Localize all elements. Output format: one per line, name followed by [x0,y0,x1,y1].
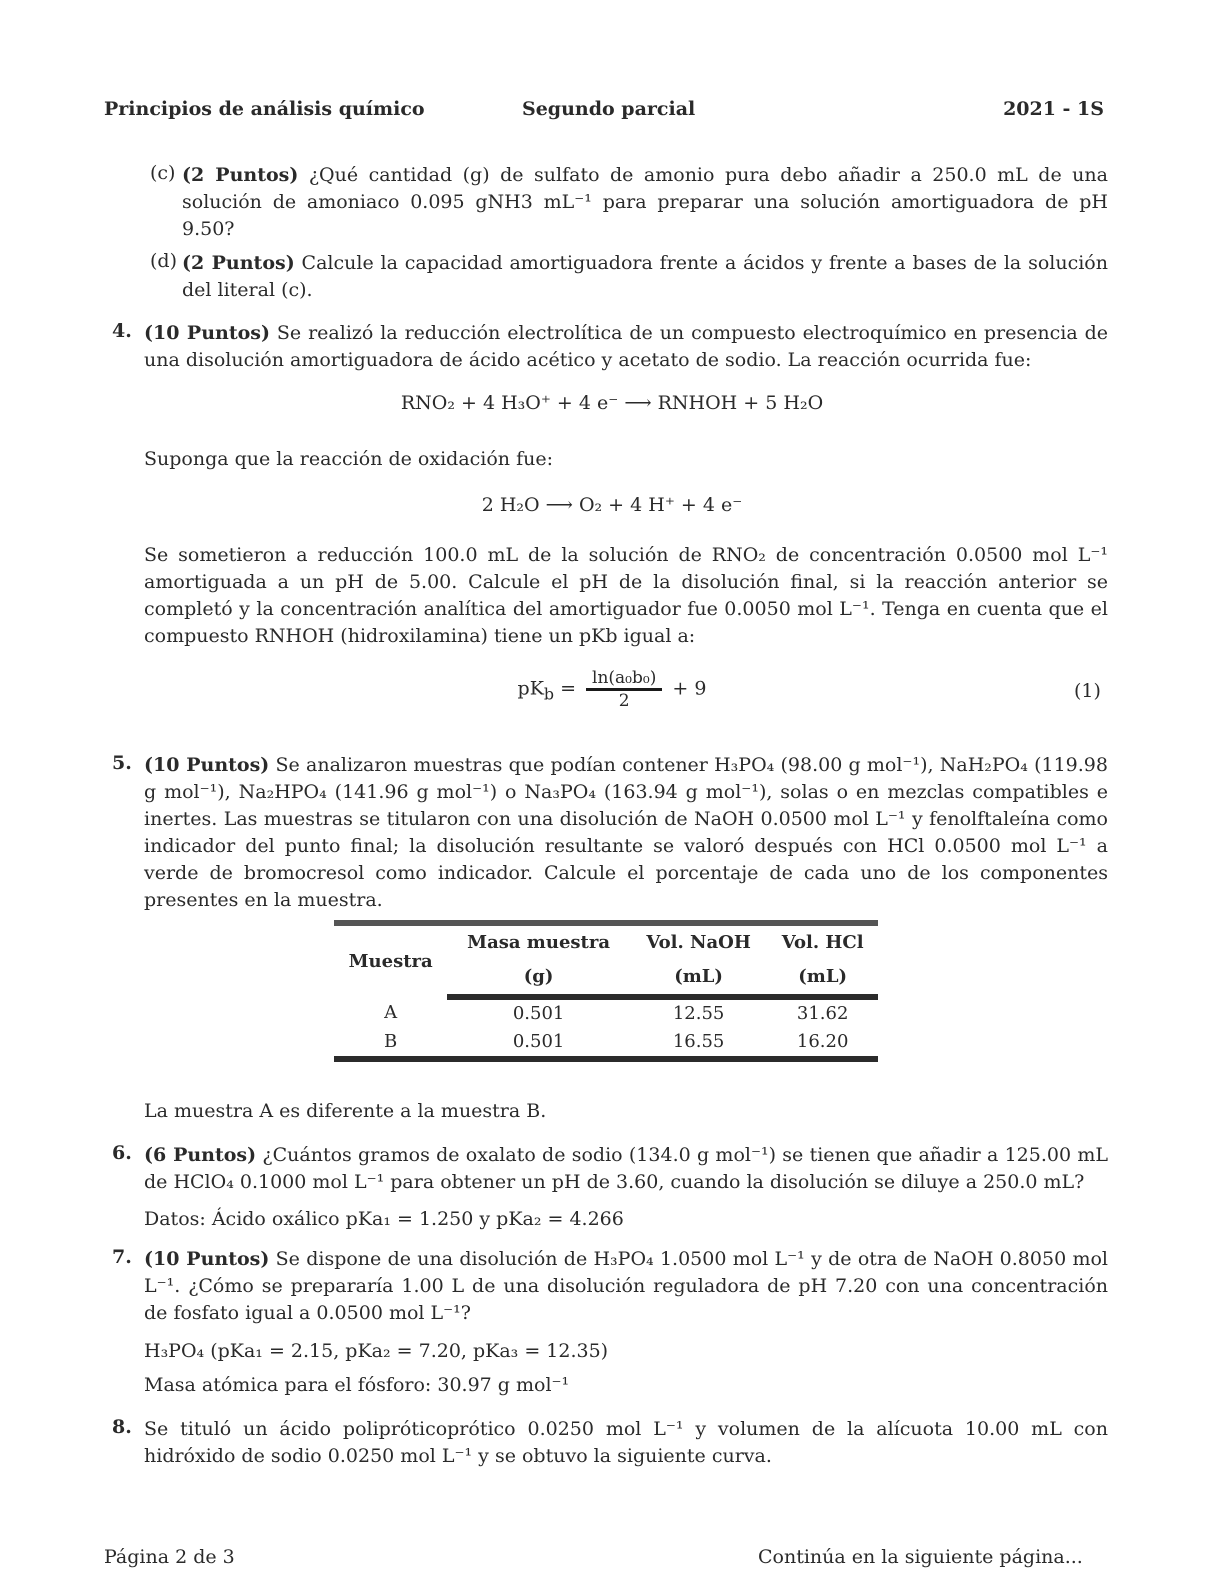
q5-number: 5. [112,752,132,774]
q4-intro-text: Se realizó la reducción electrolítica de un compuesto electroquímico en presencia de una disolución amortiguadora de ácido acético y acetato de sodio. La reacción ocurrida fue: [144,322,1108,371]
page-number: Página 2 de 3 [104,1546,235,1568]
cell-mass: 0.501 [512,1003,565,1024]
col-header-naoh: Vol. NaOH [630,923,767,960]
page-header [104,98,1104,126]
item-c-label: (c) [150,162,176,184]
equation-number: (1) [1074,680,1101,702]
item-d-label: (d) [150,250,177,272]
eq-lhs-sub: b [543,684,555,704]
exam-title: Segundo parcial [522,98,696,120]
q4-intro [144,320,1108,374]
pkb-equation: $pK_b$ = $\frac{\text{ln(a₀b₀)}}{2}$ + 9 [517,668,707,711]
col-unit-hcl: (mL) [767,960,878,997]
item-d [182,250,1108,304]
eq-frac-den: 2 [618,691,630,711]
q7-data-2: Masa atómica para el fósforo: 30.97 g mol⁻¹ [144,1374,570,1396]
q5-body: Se analizaron muestras que podían contener H₃PO₄ (98.00 g mol⁻¹), NaH₂PO₄ (119.98 g mol⁻¹), Na₂HPO₄ (141.96 g mol⁻¹) o Na₃PO₄ (163.94 g mol⁻¹), solas o en mezclas compatibles e inertes. Las muestras se titularon con una disolución de NaOH 0.0500 mol L⁻¹ y fenolftaleína como indicador del punto final; la disolución resultante se valoró después con HCl 0.0500 mol L⁻¹ a verde de bromocresol como indicador. Calcule el porcentaje de cada uno de los componentes presentes en la muestra. [144,754,1108,911]
q6-body: ¿Cuántos gramos de oxalato de sodio (134.0 g mol⁻¹) se tienen que añadir a 125.00 mL de HClO₄ 0.1000 mol L⁻¹ para obtener un pH de 3.60, cuando la disolución se diluye a 250.0 mL? [144,1144,1108,1193]
course-title: Principios de análisis químico [104,98,425,120]
q4-reaction: RNO₂ + 4 H₃O⁺ + 4 e⁻ ⟶ RNHOH + 5 H₂O [400,392,824,414]
col-unit-mass: (g) [447,960,630,997]
col-header-hcl: Vol. HCl [767,923,878,960]
table-row [334,997,878,1028]
q4-anode-reaction: 2 H₂O ⟶ O₂ + 4 H⁺ + 4 e⁻ [481,494,743,516]
q8-text: Se tituló un ácido polipróticoprótico 0.0250 mol L⁻¹ y volumen de la alícuota 10.00 mL con hidróxido de sodio 0.0250 mol L⁻¹ y se obtuvo la siguiente curva. [144,1418,1108,1467]
q5-note: La muestra A es diferente a la muestra B. [144,1100,547,1122]
item-d-points: (2 Puntos) [182,252,295,274]
eq-rhs: + 9 [672,677,707,700]
item-c-points: (2 Puntos) [182,164,299,186]
q6-points: (6 Puntos) [144,1144,257,1166]
q6-data: Datos: Ácido oxálico pKa₁ = 1.250 y pKa₂ = 4.266 [144,1208,624,1230]
continue-note: Continúa en la siguiente página... [758,1546,1083,1568]
col-header-sample: Muestra [334,923,447,997]
eq-lhs: pK [517,677,544,700]
col-unit-naoh: (mL) [630,960,767,997]
term-label: 2021 - 1S [1003,98,1104,120]
item-c [182,162,1108,243]
item-d-text: Calcule la capacidad amortiguadora frente a ácidos y frente a bases de la solución del literal (c). [182,252,1108,301]
q7-data-1: H₃PO₄ (pKa₁ = 2.15, pKa₂ = 7.20, pKa₃ = 12.35) [144,1340,609,1362]
cell-hcl: 16.20 [767,1028,878,1059]
cell-naoh: 12.55 [672,1003,725,1024]
cell-sample: A [384,1001,398,1023]
eq-frac-num: ln(a₀b₀) [586,668,662,691]
q5-points: (10 Puntos) [144,754,270,776]
cell-hcl: 31.62 [796,1003,849,1024]
q6-number: 6. [112,1142,132,1164]
q5-text [144,752,1108,914]
q4-points: (10 Puntos) [144,322,270,344]
eq-fraction [586,668,662,711]
q6-text [144,1142,1108,1196]
col-header-mass: Masa muestra [447,923,630,960]
q7-text [144,1246,1108,1327]
q4-body: Se sometieron a reducción 100.0 mL de la solución de RNO₂ de concentración 0.0500 mol L⁻¹ amortiguada a un pH de 5.00. Calcule el pH de la disolución final, si la reacción anterior se completó y la concentración analítica del amortiguador fue 0.0050 mol L⁻¹. Tenga en cuenta que el compuesto RNHOH (hidroxilamina) tiene un pKb igual a: [144,544,1108,647]
table-row [334,1028,878,1059]
item-c-text: ¿Qué cantidad (g) de sulfato de amonio pura debo añadir a 250.0 mL de una solución de amoniaco 0.095 gNH3 mL⁻¹ para preparar una solución amortiguadora de pH 9.50? [182,164,1108,240]
cell-mass: 0.501 [447,1028,630,1059]
q7-points: (10 Puntos) [144,1248,270,1270]
q7-body: Se dispone de una disolución de H₃PO₄ 1.0500 mol L⁻¹ y de otra de NaOH 0.8050 mol L⁻¹. ¿Cómo se prepararía 1.00 L de una disolución reguladora de pH 7.20 con una concentración de fosfato igual a 0.0500 mol L⁻¹? [144,1248,1108,1324]
q4-number: 4. [112,320,132,342]
cell-sample: B [334,1028,447,1059]
q7-number: 7. [112,1246,132,1268]
cell-naoh: 16.55 [630,1028,767,1059]
titration-table [334,920,878,1062]
q4-anode-intro: Suponga que la reacción de oxidación fue: [144,448,553,470]
q8-number: 8. [112,1416,132,1438]
